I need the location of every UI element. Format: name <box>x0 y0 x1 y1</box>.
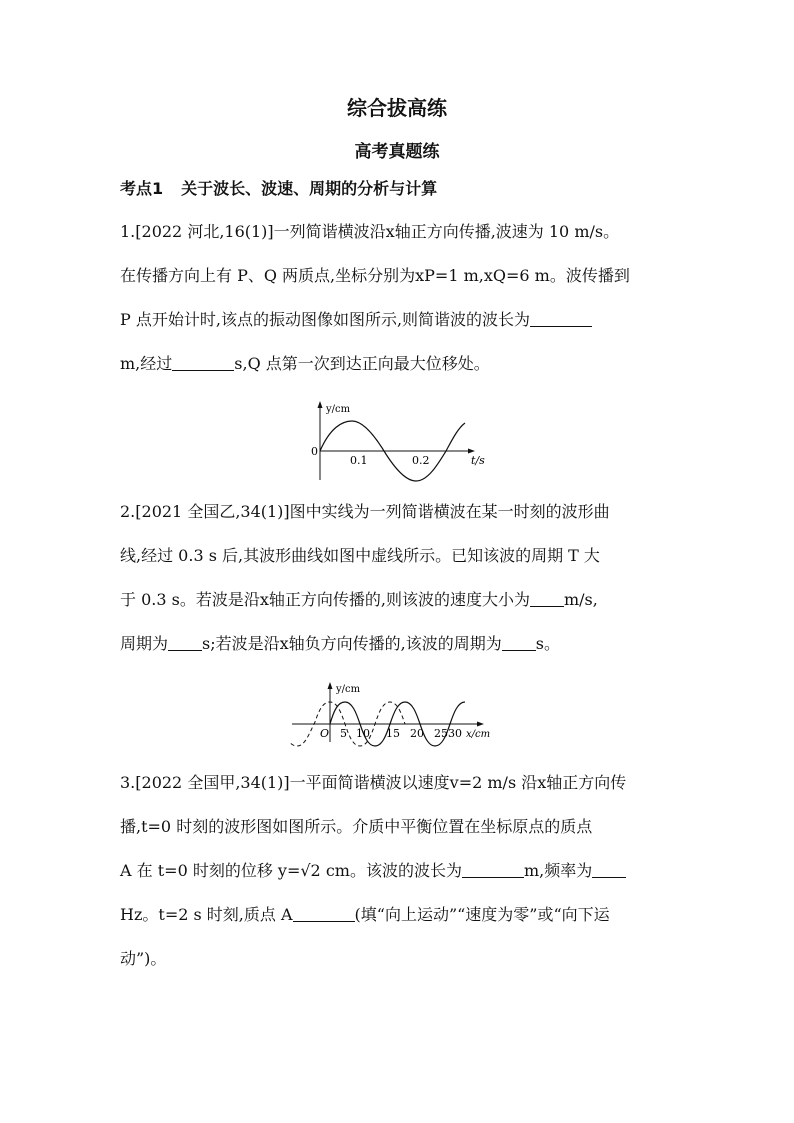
q1-answer-blank-2[interactable] <box>172 352 234 371</box>
q1-line-3: P 点开始计时,该点的振动图像如图所示,则简谐波的波长为 <box>120 310 531 329</box>
q1-tick-0.1: 0.1 <box>350 454 368 467</box>
q2-tick-20: 20 <box>410 727 424 740</box>
q2-origin-label: O <box>320 727 330 740</box>
q2-line-3a: 于 0.3 s。若波是沿x轴正方向传播的,则该波的速度大小为 <box>120 590 530 609</box>
q2-line-4c: s。 <box>535 634 560 653</box>
q1-tick-0.2: 0.2 <box>412 454 430 467</box>
q2-line-1: 图中实线为一列简谐横波在某一时刻的波形曲 <box>289 502 610 521</box>
q1-vibration-graph <box>300 398 500 486</box>
q1-line-2: 在传播方向上有 P、Q 两质点,坐标分别为xP=1 m,xQ=6 m。波传播到 <box>120 266 630 285</box>
question-1 <box>120 210 680 386</box>
q3-answer-blank-2[interactable] <box>592 859 626 878</box>
q2-tick-5: 5 <box>340 727 347 740</box>
q1-line-4b: s,Q 点第一次到达正向最大位移处。 <box>234 354 490 373</box>
q2-tick-30: 30 <box>448 727 462 740</box>
q1-line-1: 一列简谐横波沿x轴正方向传播,波速为 10 m/s。 <box>273 222 620 241</box>
q3-source: 3.[2022 全国甲,34(1)] <box>120 773 290 792</box>
q2-wave-graph <box>290 682 490 748</box>
section-number: 考点1 <box>120 179 164 198</box>
q2-answer-blank-1[interactable] <box>530 588 564 607</box>
page-subtitle: 高考真题练 <box>354 142 440 162</box>
q1-answer-blank-1[interactable] <box>530 308 592 327</box>
q3-answer-blank-1[interactable] <box>462 859 524 878</box>
q3-line-4a: Hz。t=2 s 时刻,质点 A <box>120 905 293 924</box>
q2-answer-blank-2[interactable] <box>168 632 202 651</box>
page-title: 综合拔高练 <box>347 96 447 120</box>
q1-origin-label: 0 <box>311 445 318 458</box>
q2-xlabel: x/cm <box>466 729 490 740</box>
q1-xlabel: t/s <box>471 454 485 467</box>
q2-source: 2.[2021 全国乙,34(1)] <box>120 502 290 521</box>
q1-source: 1.[2022 河北,16(1)] <box>120 222 274 241</box>
q3-line-1: 一平面简谐横波以速度v=2 m/s 沿x轴正方向传 <box>289 773 627 792</box>
q3-answer-blank-3[interactable] <box>293 903 355 922</box>
section-title: 关于波长、波速、周期的分析与计算 <box>181 179 438 198</box>
q2-line-4a: 周期为 <box>120 634 169 653</box>
q2-line-2: 线,经过 0.3 s 后,其波形曲线如图中虚线所示。已知该波的周期 T 大 <box>120 546 600 565</box>
q2-ylabel: y/cm <box>336 684 361 695</box>
q3-line-3b: m,频率为 <box>523 861 593 880</box>
q1-line-4a: m,经过 <box>120 354 173 373</box>
q2-tick-15: 15 <box>386 727 400 740</box>
q2-tick-10: 10 <box>356 727 370 740</box>
q3-line-3a: A 在 t=0 时刻的位移 y=√2 cm。该波的波长为 <box>120 861 462 880</box>
question-3 <box>120 761 680 981</box>
q3-line-4b: (填“向上运动”“速度为零”或“向下运 <box>354 905 610 924</box>
q2-line-3b: m/s, <box>563 590 598 609</box>
q2-line-4b: s;若波是沿x轴负方向传播的,该波的周期为 <box>202 634 502 653</box>
q3-line-5: 动”)。 <box>120 949 167 968</box>
section-heading <box>120 176 437 199</box>
q3-line-2: 播,t=0 时刻的波形图如图所示。介质中平衡位置在坐标原点的质点 <box>120 817 593 836</box>
q2-answer-blank-3[interactable] <box>502 632 536 651</box>
question-2 <box>120 490 680 666</box>
q2-tick-25: 25 <box>434 727 448 740</box>
q1-ylabel: y/cm <box>326 404 351 415</box>
